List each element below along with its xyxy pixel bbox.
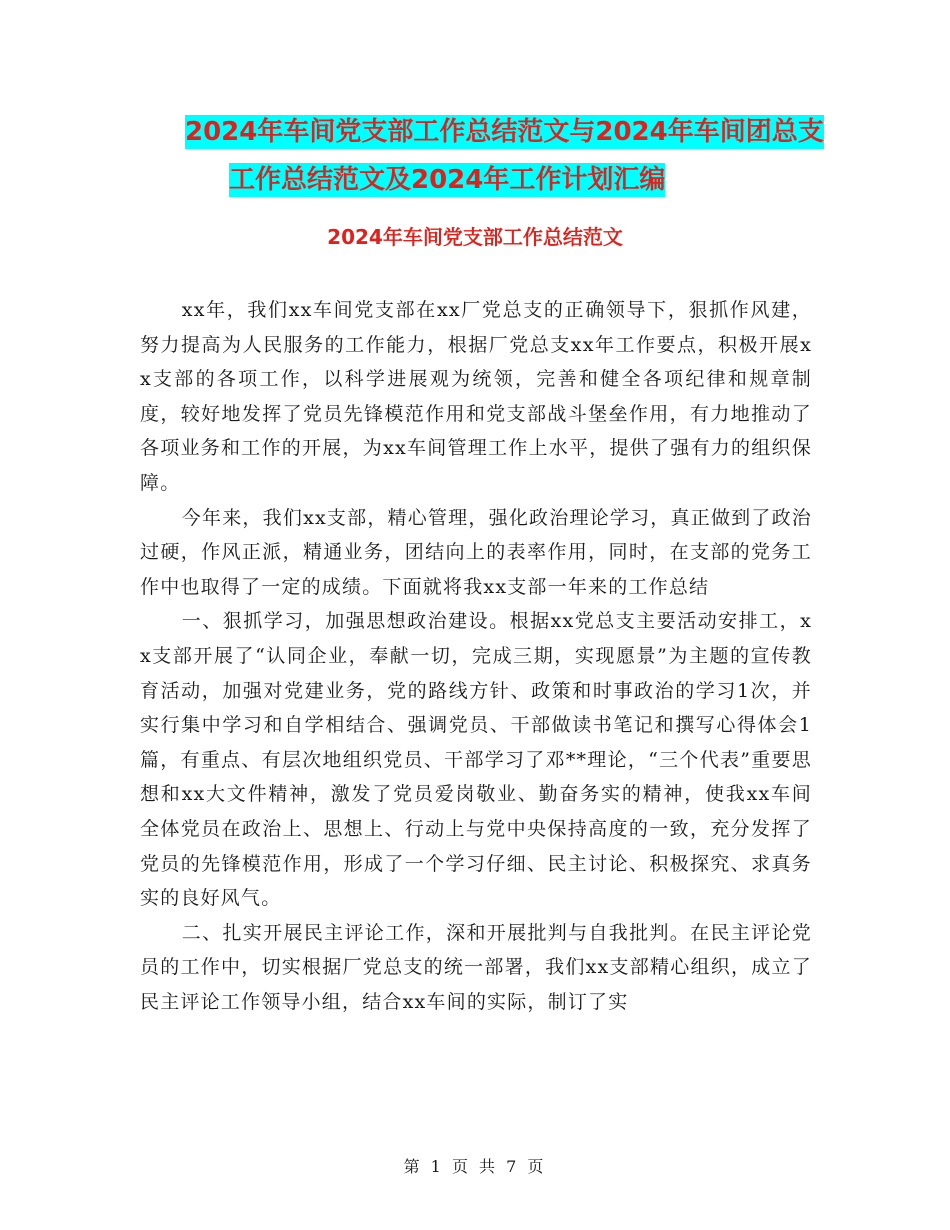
page-number-footer: 第 1 页 共 7 页: [403, 1157, 547, 1176]
paragraph-3: 一、狠抓学习，加强思想政治建设。根据xx党总支主要活动安排工，xx支部开展了“认同企业，奉献一切，完成三期，实现愿景”为主题的宣传教育活动，加强对党建业务，党的路线方针、政策和时事政治的学习1次，并实行集中学习和自学相结合、强调党员、干部做读书笔记和撰写心得体会1篇，有重点、有层次地组织党员、干部学习了邓**理论，“三个代表”重要思想和xx大文件精神，激发了党员爱岗敬业、勤奋务实的精神，使我xx车间全体党员在政治上、思想上、行动上与党中央保持高度的一致，充分发挥了党员的先锋模范作用，形成了一个学习仔细、民主讨论、积极探究、求真务实的良好风气。: [140, 610, 812, 910]
document-body: [140, 293, 812, 1019]
section-title: 2024年车间党支部工作总结范文: [327, 225, 623, 249]
document-title-line-1: 2024年车间党支部工作总结范文与2024年车间团总支: [185, 117, 824, 147]
paragraph-1: xx年，我们xx车间党支部在xx厂党总支的正确领导下，狠抓作风建，努力提高为人民服务的工作能力，根据厂党总支xx年工作要点，积极开展xx支部的各项工作，以科学进展观为统领，完善和健全各项纪律和规章制度，较好地发挥了党员先锋模范作用和党支部战斗堡垒作用，有力地推动了各项业务和工作的开展，为xx车间管理工作上水平，提供了强有力的组织保障。: [140, 299, 812, 494]
paragraph-4: 二、扎实开展民主评论工作，深和开展批判与自我批判。在民主评论党员的工作中，切实根据厂党总支的统一部署，我们xx支部精心组织，成立了民主评论工作领导小组，结合xx车间的实际，制订了实: [140, 921, 812, 1013]
paragraph-2: 今年来，我们xx支部，精心管理，强化政治理论学习，真正做到了政治过硬，作风正派，精通业务，团结向上的表率作用，同时，在支部的党务工作中也取得了一定的成绩。下面就将我xx支部一年来的工作总结: [140, 506, 812, 598]
document-title: [185, 108, 825, 204]
document-title-line-2: 工作总结范文及2024年工作计划汇编: [229, 165, 666, 195]
